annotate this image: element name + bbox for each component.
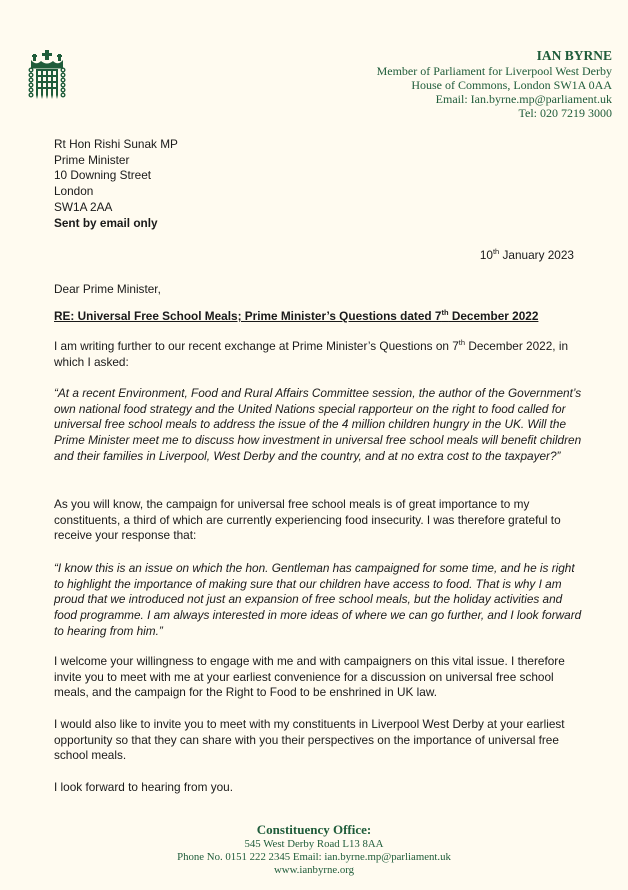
date-day: 10 — [479, 248, 493, 262]
paragraph-intro-suffix: th — [458, 338, 466, 347]
paragraph-intro-end: December 2022, in which I asked: — [54, 339, 568, 369]
addressee-postcode: SW1A 2AA — [54, 199, 113, 214]
email-line: Email: Ian.byrne.mp@parliament.uk — [435, 92, 612, 106]
addressee-city: London — [54, 184, 94, 199]
letter-date — [480, 248, 574, 262]
tel-line: Tel: 020 7219 3000 — [518, 106, 612, 120]
paragraph-campaign: As you will know, the campaign for universal free school meals is of great importance to my constituents, a third of which are currently experiencing food insecurity. I was therefore grateful to receive your response that: — [54, 497, 561, 543]
date-month-year: January 2023 — [499, 248, 574, 262]
paragraph-invite: I welcome your willingness to engage with me and with campaigners on this vital issue. I therefore invite you to meet with me at your earliest convenience for a discussion on universal free school meals, and the campaign for the Right to Food to be enshrined in UK law. — [54, 654, 565, 700]
subject-suffix: th — [441, 308, 449, 317]
addressee-block — [54, 137, 178, 231]
portcullis-icon — [28, 50, 66, 104]
salutation: Dear Prime Minister, — [54, 282, 161, 296]
paragraph-intro-text: I am writing further to our recent exchange at Prime Minister’s Questions on 7 — [54, 339, 459, 353]
address-line: House of Commons, London SW1A 0AA — [411, 78, 612, 92]
constituency-line: Member of Parliament for Liverpool West Derby — [376, 64, 612, 78]
addressee-name: Rt Hon Rishi Sunak MP — [54, 137, 178, 151]
letterhead — [377, 48, 612, 120]
paragraph-closing: I look forward to hearing from you. — [54, 780, 234, 794]
paragraph-intro — [54, 339, 584, 370]
footer-address: 545 West Derby Road L13 8AA — [244, 838, 384, 850]
delivery-note: Sent by email only — [54, 215, 158, 230]
mp-name: IAN BYRNE — [536, 48, 612, 63]
footer-title: Constituency Office: — [256, 822, 372, 837]
footer-website: www.ianbyrne.org — [273, 864, 355, 876]
subject-date: December 2022 — [448, 309, 539, 323]
paragraph-constituents: I would also like to invite you to meet with my constituents in Liverpool West Derby at your earliest opportunity so that they can share with you their perspectives on the importance of universal free school meals. — [54, 717, 565, 763]
footer-contact: Phone No. 0151 222 2345 Email: ian.byrne.mp@parliament.uk — [177, 851, 451, 863]
quote-question: “At a recent Environment, Food and Rural Affairs Committee session, the author of the Government’s own national food strategy and the United Nations special rapporteur on the right to food called for universal free school meals to address the issue of the 4 million children hungry in the UK. Will the Prime Minister meet me to discuss how investment in universal free school meals will benefit children and their families in Liverpool, West Derby and the country, and at no extra cost to the taxpayer?” — [54, 386, 582, 463]
addressee-street: 10 Downing Street — [54, 168, 152, 183]
date-suffix: th — [492, 247, 500, 256]
addressee-title: Prime Minister — [54, 152, 130, 167]
subject-text: RE: Universal Free School Meals; Prime Minister’s Questions dated 7 — [54, 309, 442, 323]
subject-line — [54, 309, 584, 325]
quote-response: “I know this is an issue on which the hon. Gentleman has campaigned for some time, and he is right to highlight the importance of making sure that our children have access to food. That is why I am proud that we introduced not just an expansion of free school meals, but the holiday activities and food programme. I am always interested in more ideas of where we can go further, and I look forward to hearing from him.” — [54, 561, 582, 638]
constituency-footer — [0, 822, 628, 877]
